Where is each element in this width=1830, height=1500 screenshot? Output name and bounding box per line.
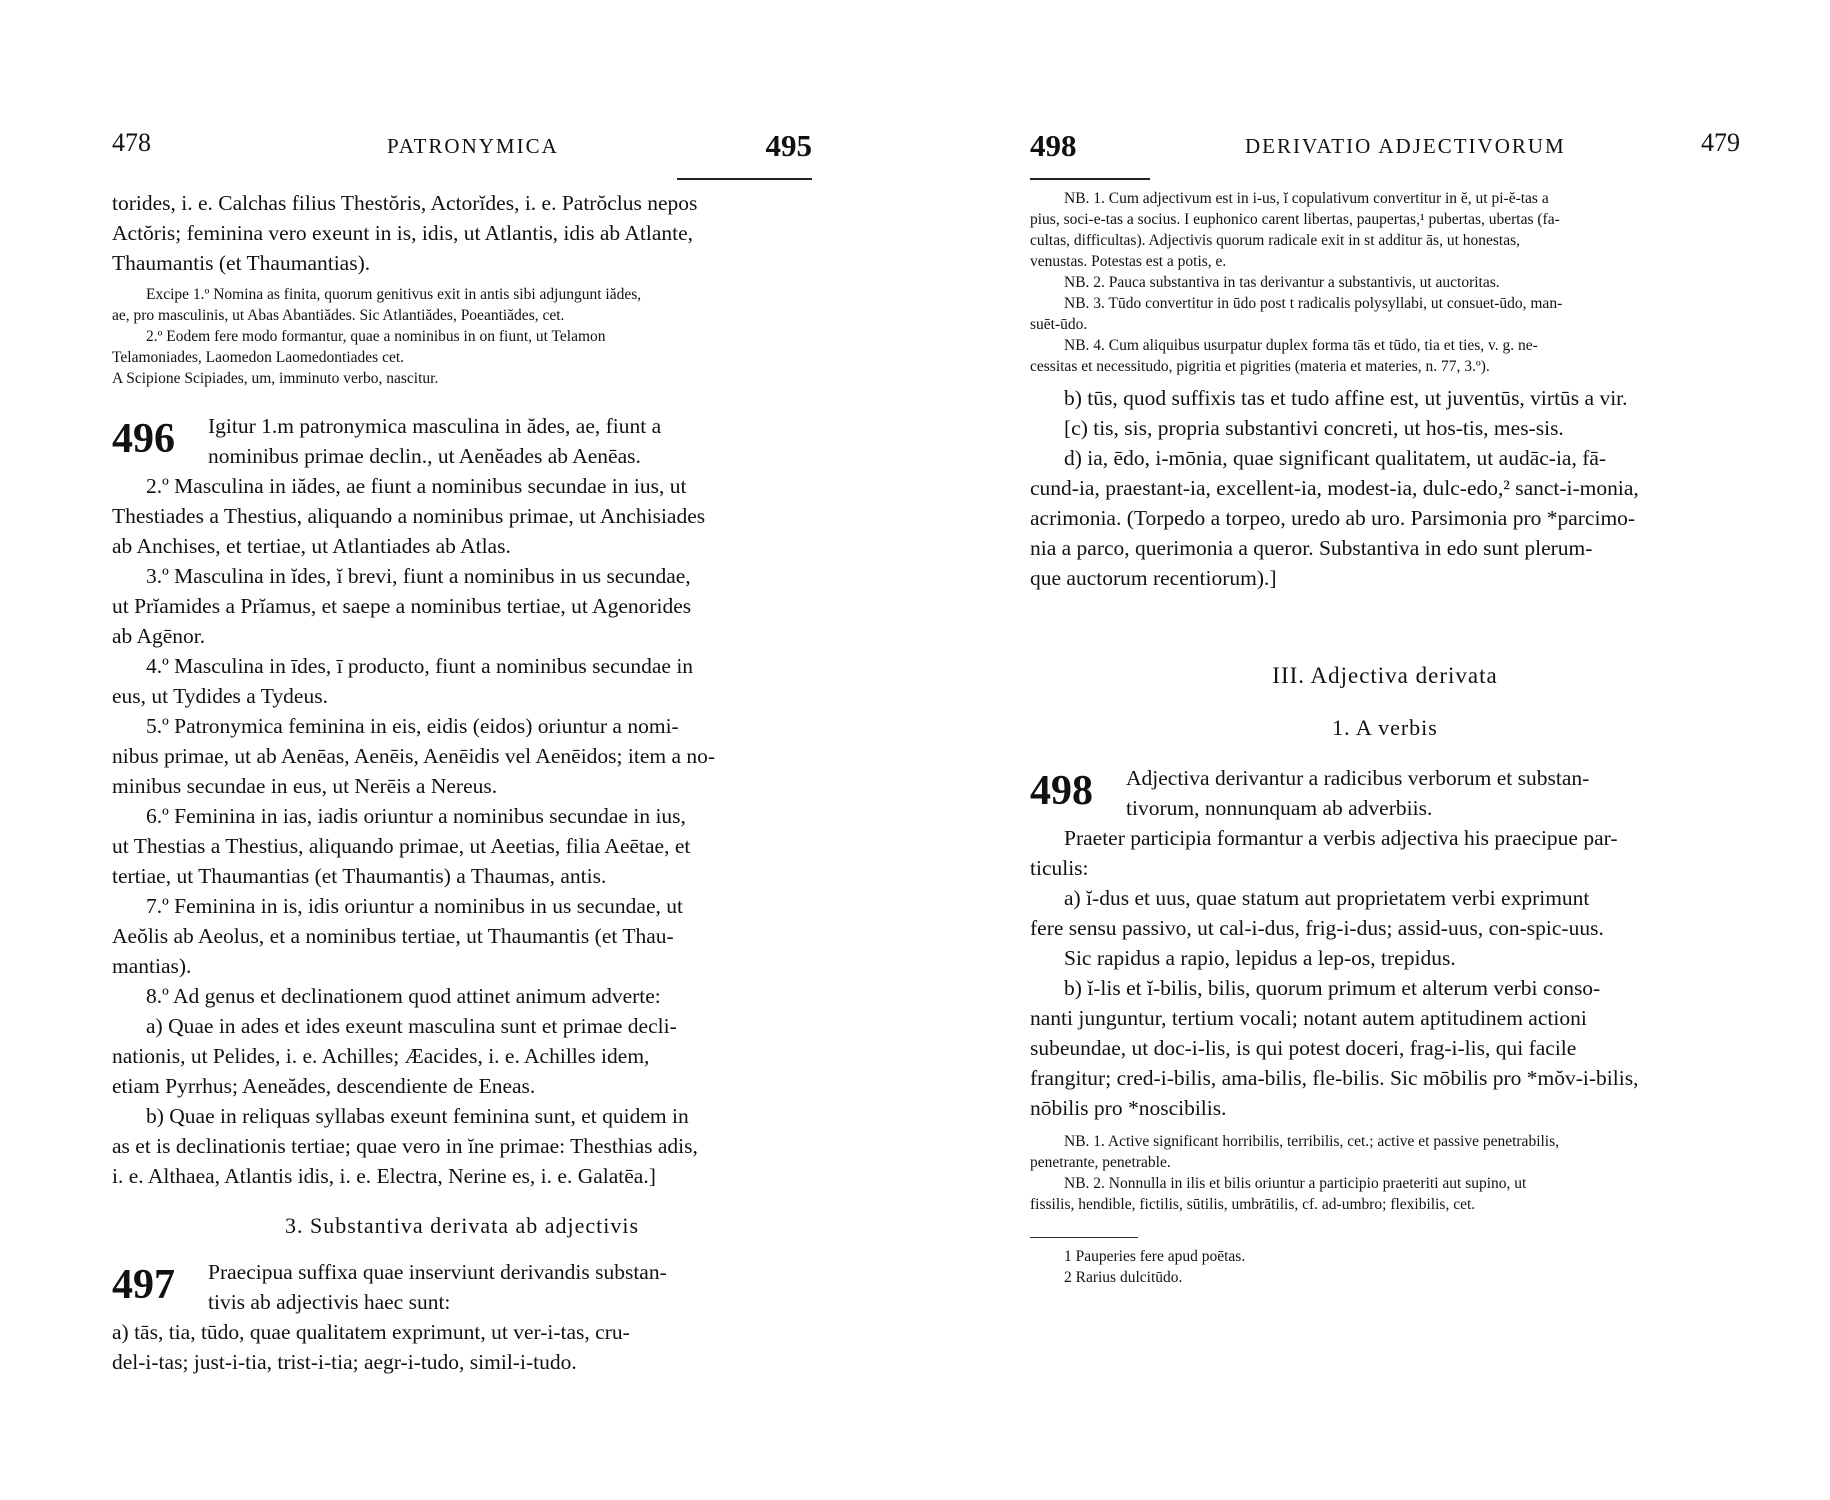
note-line: penetrante, penetrable.: [1030, 1154, 1171, 1171]
notes-block: [112, 284, 812, 389]
text-line: Praeter participia formantur a verbis adjectiva his praecipue par-: [1064, 826, 1618, 850]
page-number: 479: [1701, 128, 1740, 157]
text-line: nia a parco, querimonia a queror. Substantiva in edo sunt plerum-: [1030, 536, 1593, 560]
header-rule: [677, 178, 812, 180]
paragraph-497-body: [112, 1317, 812, 1377]
text-line: cund-ia, praestant-ia, excellent-ia, modest-ia, dulc-edo,² sanct-i-monia,: [1030, 476, 1639, 500]
note-line: NB. 2. Pauca substantiva in tas derivantur a substantivis, ut auctoritas.: [1064, 274, 1500, 291]
note-line: NB. 3. Tūdo convertitur in ūdo post t radicalis polysyllabi, ut consuet-ūdo, man-: [1064, 295, 1563, 312]
text-line: mantias).: [112, 954, 192, 978]
text-line: 6.º Feminina in ias, iadis oriuntur a nominibus secundae in ius,: [146, 804, 686, 828]
text-line: ab Agēnor.: [112, 624, 206, 648]
text-line: nanti junguntur, tertium vocali; notant autem aptitudinem actioni: [1030, 1006, 1587, 1030]
left-page: [112, 120, 812, 1480]
text-line: tivis ab adjectivis haec sunt:: [208, 1290, 451, 1314]
text-line: Aeŏlis ab Aeolus, et a nominibus tertiae, ut Thaumantis (et Thau-: [112, 924, 674, 948]
section-number: 495: [765, 128, 812, 163]
note-line: A Scipione Scipiades, um, imminuto verbo, nascitur.: [112, 370, 439, 387]
footnote-rule: [1030, 1237, 1138, 1238]
paragraph-497: [112, 1257, 812, 1317]
text-line: etiam Pyrrhus; Aeneădes, descendiente de Eneas.: [112, 1074, 536, 1098]
text-line: acrimonia. (Torpedo a torpeo, uredo ab uro. Parsimonia pro *parcimo-: [1030, 506, 1636, 530]
text-line: nominibus primae declin., ut Aenĕades ab Aenēas.: [208, 444, 641, 468]
section-number: 498: [1030, 128, 1077, 163]
note-line: NB. 2. Nonnulla in ilis et bilis oriuntur a participio praeteriti aut supino, ut: [1064, 1175, 1527, 1192]
note-line: cessitas et necessitudo, pigritia et pigrities (materia et materies, n. 77, 3.º).: [1030, 358, 1490, 375]
intro-block: [112, 188, 812, 278]
text-line: 8.º Ad genus et declinationem quod attinet animum adverte:: [146, 984, 661, 1008]
text-line: nōbilis pro *noscibilis.: [1030, 1096, 1227, 1120]
text-line: Thestiades a Thestius, aliquando a nominibus primae, ut Anchisiades: [112, 504, 706, 528]
text-line: a) Quae in ades et ides exeunt masculina sunt et primae decli-: [146, 1014, 677, 1038]
section-heading: 3. Substantiva derivata ab adjectivis: [284, 1213, 640, 1238]
note-line: pius, soci-e-tas a socius. I euphonico carent libertas, paupertas,¹ pubertas, ubertas (fa-: [1030, 211, 1560, 228]
text-line: 4.º Masculina in īdes, ī producto, fiunt a nominibus secundae in: [146, 654, 694, 678]
paragraph-number: 497: [112, 1262, 175, 1308]
text-line: del-i-tas; just-i-tia, trist-i-tia; aegr-i-tudo, simil-i-tudo.: [112, 1350, 577, 1374]
note-line: 2.º Eodem fere modo formantur, quae a nominibus in on fiunt, ut Telamon: [146, 328, 606, 345]
header-rule: [1030, 178, 1150, 180]
text-line: tertiae, ut Thaumantias (et Thaumantis) a Thaumas, antis.: [112, 864, 607, 888]
text-line: 2.º Masculina in iădes, ae fiunt a nominibus secundae in ius, ut: [146, 474, 687, 498]
paragraph-496: [112, 411, 812, 471]
text-line: 7.º Feminina in is, idis oriuntur a nominibus in us secundae, ut: [146, 894, 683, 918]
text-line: 3.º Masculina in ĭdes, ĭ brevi, fiunt a nominibus in us secundae,: [146, 564, 691, 588]
list-block: [1030, 383, 1740, 593]
note-line: NB. 1. Cum adjectivum est in i-us, ĭ copulativum convertitur in ĕ, ut pi-ĕ-tas a: [1064, 190, 1549, 207]
paragraph-496-body: [112, 471, 812, 1191]
text-line: ticulis:: [1030, 856, 1089, 880]
notes-block-2: [1030, 1131, 1740, 1215]
footnote: 1 Pauperies fere apud poētas.: [1064, 1248, 1246, 1265]
page-number: 478: [112, 128, 151, 157]
text-line: a) ĭ-dus et uus, quae statum aut proprietatem verbi exprimunt: [1064, 886, 1590, 910]
text-line: b) Quae in reliquas syllabas exeunt feminina sunt, et quidem in: [146, 1104, 689, 1128]
running-head: PATRONYMICA: [387, 134, 559, 158]
text-line: 5.º Patronymica feminina in eis, eidis (eidos) oriuntur a nomi-: [146, 714, 679, 738]
sub-heading: 1. A verbis: [1332, 715, 1438, 740]
note-line: Excipe 1.º Nomina as finita, quorum genitivus exit in antis sibi adjungunt iădes,: [146, 286, 642, 303]
notes-block: [1030, 188, 1740, 377]
text-line: minibus secundae in eus, ut Nerēis a Nereus.: [112, 774, 498, 798]
text-line: a) tās, tia, tūdo, quae qualitatem exprimunt, ut ver-i-tas, cru-: [112, 1320, 630, 1344]
text-line: i. e. Althaea, Atlantis idis, i. e. Electra, Nerine es, i. e. Galatēa.]: [112, 1164, 656, 1188]
text-line: b) tūs, quod suffixis tas et tudo affine est, ut juventūs, virtūs a vir.: [1064, 386, 1628, 410]
text-line: Thaumantis (et Thaumantias).: [112, 251, 371, 275]
text-line: Adjectiva derivantur a radicibus verborum et substan-: [1126, 766, 1590, 790]
text-line: que auctorum recentiorum).]: [1030, 566, 1277, 590]
text-line: fere sensu passivo, ut cal-i-dus, frig-i-dus; assid-uus, con-spic-uus.: [1030, 916, 1604, 940]
note-line: venustas. Potestas est a potis, e.: [1030, 253, 1227, 270]
left-header: [112, 120, 812, 180]
text-line: as et is declinationis tertiae; quae vero in ĭne primae: Thesthias adis,: [112, 1134, 698, 1158]
text-line: frangitur; cred-i-bilis, ama-bilis, fle-bilis. Sic mōbilis pro *mŏv-i-bilis,: [1030, 1066, 1639, 1090]
paragraph-number: 496: [112, 416, 175, 462]
text-line: tivorum, nonnunquam ab adverbiis.: [1126, 796, 1433, 820]
text-line: d) ia, ēdo, i-mōnia, quae significant qualitatem, ut audāc-ia, fā-: [1064, 446, 1607, 470]
text-line: eus, ut Tydides a Tydeus.: [112, 684, 328, 708]
text-line: Praecipua suffixa quae inserviunt derivandis substan-: [208, 1260, 667, 1284]
note-line: cultas, difficultas). Adjectivis quorum radicale exit in st additur ās, ut honestas,: [1030, 232, 1521, 249]
text-line: b) ĭ-lis et ĭ-bilis, bilis, quorum primum et alterum verbi conso-: [1064, 976, 1601, 1000]
text-line: [c) tis, sis, propria substantivi concreti, ut hos-tis, mes-sis.: [1064, 416, 1564, 440]
text-line: subeundae, ut doc-i-lis, is qui potest doceri, frag-i-lis, qui facile: [1030, 1036, 1577, 1060]
text-line: ut Prĭamides a Prĭamus, et saepe a nominibus tertiae, ut Agenorides: [112, 594, 692, 618]
note-line: ae, pro masculinis, ut Abas Abantiădes. Sic Atlantiădes, Poeantiădes, cet.: [112, 307, 565, 324]
chapter-heading: III. Adjectiva derivata: [1272, 663, 1498, 688]
paragraph-498-body: [1030, 823, 1740, 1123]
text-line: nationis, ut Pelides, i. e. Achilles; Æacides, i. e. Achilles idem,: [112, 1044, 650, 1068]
note-line: Telamoniades, Laomedon Laomedontiades cet.: [112, 349, 405, 366]
text-line: ab Anchises, et tertiae, ut Atlantiades ab Atlas.: [112, 534, 511, 558]
paragraph-498: [1030, 763, 1740, 823]
footnotes: [1030, 1246, 1740, 1288]
text-line: Sic rapidus a rapio, lepidus a lep-os, trepidus.: [1064, 946, 1456, 970]
text-line: torides, i. e. Calchas filius Thestŏris, Actorĭdes, i. e. Patrŏclus nepos: [112, 191, 698, 215]
text-line: nibus primae, ut ab Aenēas, Aenēis, Aenēidis vel Aenēidos; item a no-: [112, 744, 716, 768]
paragraph-number: 498: [1030, 768, 1093, 814]
text-line: Igitur 1.m patronymica masculina in ădes, ae, fiunt a: [208, 414, 662, 438]
running-head: DERIVATIO ADJECTIVORUM: [1245, 134, 1566, 158]
right-header: [1030, 120, 1740, 180]
note-line: NB. 1. Active significant horribilis, terribilis, cet.; active et passive penetrabilis,: [1064, 1133, 1560, 1150]
note-line: fissilis, hendible, fictilis, sūtilis, umbrātilis, cf. ad-umbro; flexibilis, cet.: [1030, 1196, 1476, 1213]
right-page: [1030, 120, 1740, 1480]
footnote: 2 Rarius dulcitūdo.: [1064, 1269, 1183, 1286]
text-line: ut Thestias a Thestius, aliquando primae, ut Aeetias, filia Aeētae, et: [112, 834, 691, 858]
note-line: NB. 4. Cum aliquibus usurpatur duplex forma tās et tūdo, tia et ties, v. g. ne-: [1064, 337, 1538, 354]
note-line: suēt-ūdo.: [1030, 316, 1088, 333]
text-line: Actŏris; feminina vero exeunt in is, idis, ut Atlantis, idis ab Atlante,: [112, 221, 694, 245]
